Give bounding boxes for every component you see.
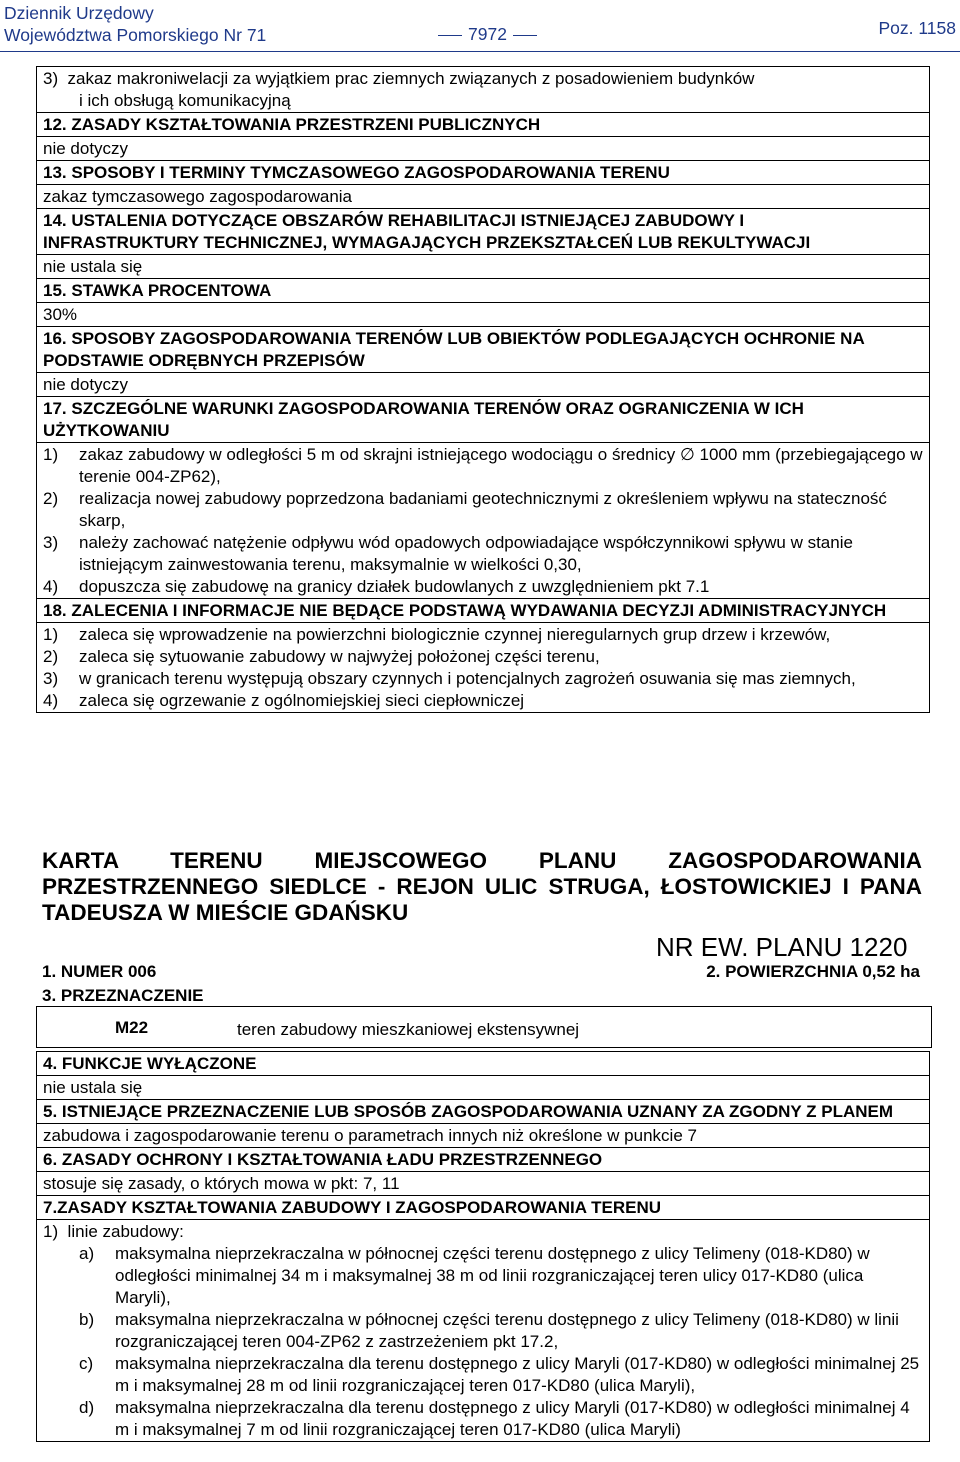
header-divider [0, 51, 960, 52]
s7-item-d [43, 1397, 923, 1441]
plan-number: NR EW. PLANU 1220 [656, 932, 908, 962]
s6-value: stosuje się zasady, o których mowa w pkt: 7, 11 [37, 1172, 930, 1196]
purpose-heading: 3. PRZEZNACZENIE [42, 986, 204, 1005]
s18-item-1-text: zaleca się wprowadzenie na powierzchni biologicznie czynnej nieregularnych grup drzew i krzewów, [79, 625, 831, 644]
s18-items [37, 623, 930, 713]
s17-item-3 [43, 532, 923, 576]
s7-item-b-num: b) [79, 1310, 95, 1329]
s17-item-4-text: dopuszcza się zabudowę na granicy działek budowlanych z uwzględnieniem pkt 7.1 [79, 577, 710, 596]
s15-heading: 15. STAWKA PROCENTOWA [37, 279, 930, 303]
s18-item-2-num: 2) [43, 647, 59, 666]
number-area-row [42, 962, 920, 982]
position-label: Poz. 1158 [878, 18, 956, 38]
s18-heading: 18. ZALECENIA I INFORMACJE NIE BĘDĄCE PODSTAWĄ WYDAWANIA DECYZJI ADMINISTRACYJNYCH [37, 599, 930, 623]
s5-heading: 5. ISTNIEJĄCE PRZEZNACZENIE LUB SPOSÓB ZAGOSPODAROWANIA UZNANY ZA ZGODNY Z PLANEM [37, 1100, 930, 1124]
s15-value: 30% [37, 303, 930, 327]
sheet1-table [36, 66, 930, 713]
s18-item-3-text: w granicach terenu występują obszary czynnych i potencjalnych zagrożeń osuwania się mas ziemnych, [79, 669, 856, 688]
item11-point3 [37, 67, 930, 113]
purpose-box [36, 1006, 932, 1048]
page-header [0, 0, 960, 50]
page-number [432, 24, 543, 45]
s7-lead: 1) linie zabudowy: [43, 1222, 184, 1241]
s17-heading: 17. SZCZEGÓLNE WARUNKI ZAGOSPODAROWANIA TERENÓW ORAZ OGRANICZENIA W ICH UŻYTKOWANIU [37, 397, 930, 443]
s17-item-1-text: zakaz zabudowy w odległości 5 m od skrajni istniejącego wodociągu o średnicy ∅ 1000 mm (przebiegającego w terenie 004-ZP62), [79, 445, 923, 486]
s17-item-3-text: należy zachować natężenie odpływu wód opadowych odpowiadające współczynnikowi spływu w stanie istniejącym zainwestowania terenu, maksymalnie w wielkości 0,30, [79, 533, 853, 574]
s18-item-4-num: 4) [43, 691, 59, 710]
s17-item-4-num: 4) [43, 577, 59, 596]
s17-item-1-num: 1) [43, 445, 59, 464]
s18-item-2-text: zaleca się sytuowanie zabudowy w najwyżej położonej części terenu, [79, 647, 600, 666]
s16-heading: 16. SPOSOBY ZAGOSPODAROWANIA TERENÓW LUB OBIEKTÓW PODLEGAJĄCYCH OCHRONIE NA PODSTAWIE ODRĘBNYCH PRZEPISÓW [37, 327, 930, 373]
s12-heading: 12. ZASADY KSZTAŁTOWANIA PRZESTRZENI PUBLICZNYCH [37, 113, 930, 137]
journal-issue: Województwa Pomorskiego Nr 71 [4, 25, 267, 45]
s18-item-4 [43, 690, 923, 712]
s6-heading: 6. ZASADY OCHRONY I KSZTAŁTOWANIA ŁADU PRZESTRZENNEGO [37, 1148, 930, 1172]
s7-item-d-text: maksymalna nieprzekraczalna dla terenu dostępnego z ulicy Maryli (017-KD80) w odległości minimalnej 4 m i maksymalnej 7 m od linii rozgraniczającej teren 017-KD80 (ulica Maryli) [115, 1398, 910, 1439]
s13-heading: 13. SPOSOBY I TERMINY TYMCZASOWEGO ZAGOSPODAROWANIA TERENU [37, 161, 930, 185]
s7-item-c [43, 1353, 923, 1397]
page-number-text: 7972 [468, 24, 507, 44]
sheet2-table [36, 1051, 930, 1442]
s7-item-c-text: maksymalna nieprzekraczalna dla terenu dostępnego z ulicy Maryli (017-KD80) w odległości minimalnej 25 m i maksymalnej 28 m od linii rozgraniczającej teren 017-KD80 (ulica Maryli), [115, 1354, 920, 1395]
area-label: 2. POWIERZCHNIA 0,52 ha [706, 962, 920, 981]
s7-heading: 7.ZASADY KSZTAŁTOWANIA ZABUDOWY I ZAGOSPODAROWANIA TERENU [37, 1196, 930, 1220]
sheet2-title [42, 848, 922, 926]
dash-left [438, 35, 462, 36]
s18-item-1-num: 1) [43, 625, 59, 644]
journal-name: Dziennik Urzędowy [4, 3, 154, 23]
s18-item-2 [43, 646, 923, 668]
s17-item-2-text: realizacja nowej zabudowy poprzedzona badaniami geotechnicznymi z określeniem wpływu na stateczność skarp, [79, 489, 887, 530]
s7-item-c-num: c) [79, 1354, 94, 1373]
number-label: 1. NUMER 006 [42, 962, 157, 981]
s7-item-d-num: d) [79, 1398, 95, 1417]
s17-item-4 [43, 576, 923, 598]
purpose-code: M22 [115, 1018, 149, 1037]
dash-right [513, 35, 537, 36]
s7-item-b [43, 1309, 923, 1353]
s4-heading: 4. FUNKCJE WYŁĄCZONE [37, 1052, 930, 1076]
s7-items [37, 1220, 930, 1442]
s18-item-3 [43, 668, 923, 690]
s17-item-2 [43, 488, 923, 532]
s18-item-4-text: zaleca się ogrzewanie z ogólnomiejskiej sieci ciepłowniczej [79, 691, 525, 710]
s7-item-a-num: a) [79, 1244, 95, 1263]
title-line-2: PRZESTRZENNEGO SIEDLCE - REJON ULIC STRUGA, ŁOSTOWICKIEJ I PANA [42, 874, 922, 899]
s14-heading: 14. USTALENIA DOTYCZĄCE OBSZARÓW REHABILITACJI ISTNIEJĄCEJ ZABUDOWY I INFRASTRUKTURY TECHNICZNEJ, WYMAGAJĄCYCH PRZEKSZTAŁCEŃ LUB REKULTYWACJI [37, 209, 930, 255]
s14-value: nie ustala się [37, 255, 930, 279]
s17-item-3-num: 3) [43, 533, 59, 552]
title-line-3: TADEUSZA W MIEŚCIE GDAŃSKU [42, 900, 409, 925]
s7-item-a-text: maksymalna nieprzekraczalna w północnej części terenu dostępnego z ulicy Telimeny (018-KD80) w odległości minimalnej 34 m i maksymalnej 38 m od linii rozgraniczającej teren ulicy 017-KD80 (ulica Maryli), [115, 1244, 870, 1307]
s5-value: zabudowa i zagospodarowanie terenu o parametrach innych niż określone w punkcie 7 [37, 1124, 930, 1148]
s18-item-1 [43, 624, 923, 646]
s7-item-a [43, 1243, 923, 1309]
s18-item-3-num: 3) [43, 669, 59, 688]
s7-item-b-text: maksymalna nieprzekraczalna w północnej części terenu dostępnego z ulicy Telimeny (018-KD80) w linii rozgraniczającej teren 004-ZP62 z zastrzeżeniem pkt 17.2, [115, 1310, 899, 1351]
s4-value: nie ustala się [37, 1076, 930, 1100]
s17-item-2-num: 2) [43, 489, 59, 508]
title-line-1: KARTA TERENU MIEJSCOWEGO PLANU ZAGOSPODAROWANIA [42, 848, 922, 873]
s13-value: zakaz tymczasowego zagospodarowania [37, 185, 930, 209]
journal-title [4, 2, 266, 46]
s17-item-1 [43, 444, 923, 488]
s17-items [37, 443, 930, 599]
item11-line2: i ich obsługą komunikacyjną [79, 91, 291, 110]
purpose-desc: teren zabudowy mieszkaniowej ekstensywnej [237, 1020, 580, 1039]
s12-value: nie dotyczy [37, 137, 930, 161]
item11-line1: 3) zakaz makroniwelacji za wyjątkiem prac ziemnych związanych z posadowieniem budynków [43, 69, 755, 88]
s16-value: nie dotyczy [37, 373, 930, 397]
